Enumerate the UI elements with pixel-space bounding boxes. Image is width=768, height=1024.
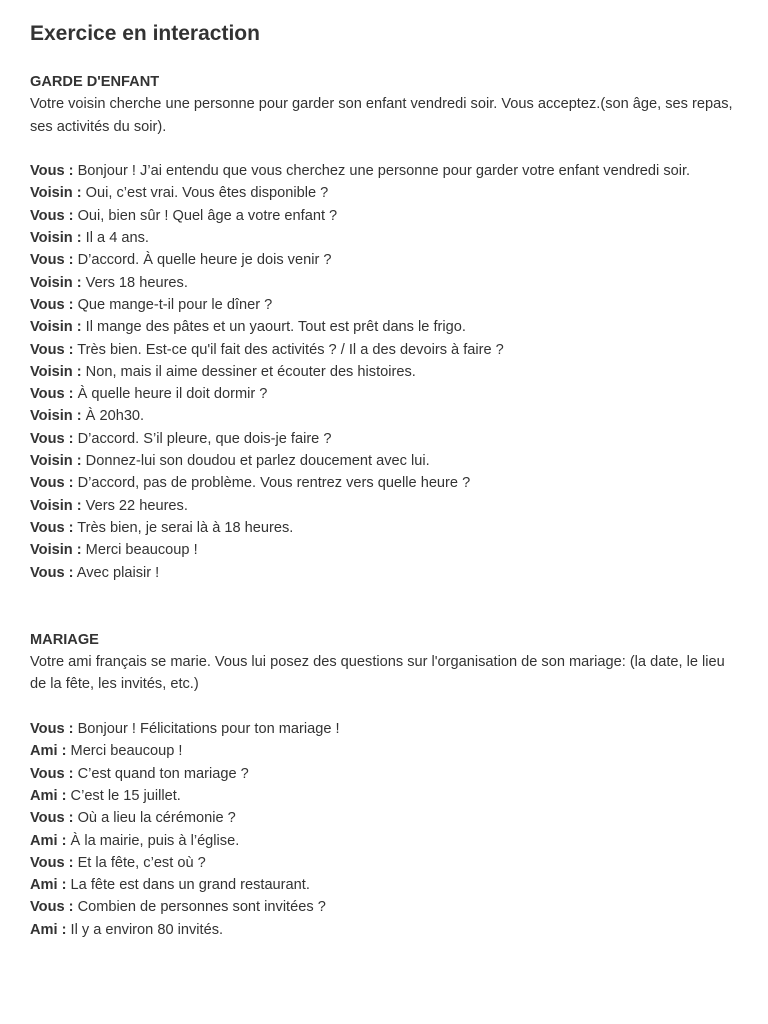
dialogue-line	[30, 517, 738, 539]
utterance-text: Il a 4 ans.	[81, 230, 149, 247]
speaker-label: Voisin :	[30, 363, 82, 380]
dialogue-line	[30, 361, 738, 383]
speaker-label: Vous :	[30, 430, 74, 447]
dialogue-line	[30, 383, 738, 405]
speaker-label: Vous :	[30, 721, 74, 738]
utterance-text: Bonjour ! J’ai entendu que vous cherchez une personne pour garder votre enfant vendredi soir.	[73, 163, 691, 180]
utterance-text: Où a lieu la cérémonie ?	[73, 810, 236, 827]
utterance-text: À la mairie, puis à l’église.	[66, 832, 240, 849]
dialogue-line	[30, 852, 738, 874]
speaker-label: Voisin :	[30, 542, 82, 559]
speaker-label: Ami :	[30, 832, 67, 849]
speaker-label: Vous :	[30, 163, 74, 180]
speaker-label: Vous :	[30, 519, 74, 536]
section-heading: MARIAGE	[30, 631, 99, 648]
utterance-text: Très bien, je serai là à 18 heures.	[73, 519, 294, 536]
utterance-text: Merci beaucoup !	[81, 542, 198, 559]
speaker-label: Ami :	[30, 743, 67, 760]
dialogue-line	[30, 405, 738, 427]
dialogue-line	[30, 874, 738, 896]
dialogue-line	[30, 294, 738, 316]
section-garde-d-enfant	[30, 71, 738, 584]
dialogue-line	[30, 182, 738, 204]
speaker-label: Vous :	[30, 854, 74, 871]
speaker-label: Ami :	[30, 787, 67, 804]
dialogue	[30, 160, 738, 584]
speaker-label: Voisin :	[30, 274, 82, 291]
section-prompt: Votre voisin cherche une personne pour garder son enfant vendredi soir. Vous acceptez.(son âge, ses repas, ses activités du soir).	[30, 96, 733, 135]
utterance-text: D’accord. À quelle heure je dois venir ?	[73, 252, 332, 269]
utterance-text: Il mange des pâtes et un yaourt. Tout est prêt dans le frigo.	[81, 319, 466, 336]
paragraph-gap	[30, 138, 738, 160]
dialogue-line	[30, 249, 738, 271]
dialogue-line	[30, 472, 738, 494]
dialogue-line	[30, 227, 738, 249]
speaker-label: Ami :	[30, 921, 67, 938]
dialogue-line	[30, 830, 738, 852]
speaker-label: Vous :	[30, 899, 74, 916]
utterance-text: À 20h30.	[81, 408, 145, 425]
dialogue-line	[30, 740, 738, 762]
utterance-text: Oui, bien sûr ! Quel âge a votre enfant ?	[73, 207, 338, 224]
utterance-text: Merci beaucoup !	[66, 743, 183, 760]
speaker-label: Ami :	[30, 877, 67, 894]
utterance-text: Il y a environ 80 invités.	[66, 921, 224, 938]
utterance-text: Et la fête, c’est où ?	[73, 854, 206, 871]
speaker-label: Vous :	[30, 810, 74, 827]
speaker-label: Voisin :	[30, 185, 82, 202]
dialogue-line	[30, 272, 738, 294]
speaker-label: Vous :	[30, 296, 74, 313]
utterance-text: Très bien. Est-ce qu'il fait des activités ? / Il a des devoirs à faire ?	[73, 341, 504, 358]
utterance-text: Combien de personnes sont invitées ?	[73, 899, 326, 916]
utterance-text: D’accord, pas de problème. Vous rentrez vers quelle heure ?	[73, 475, 471, 492]
dialogue-line	[30, 316, 738, 338]
dialogue-line	[30, 896, 738, 918]
utterance-text: Non, mais il aime dessiner et écouter des histoires.	[81, 363, 416, 380]
utterance-text: Avec plaisir !	[73, 564, 160, 581]
utterance-text: Vers 18 heures.	[81, 274, 188, 291]
dialogue-line	[30, 562, 738, 584]
dialogue-line	[30, 807, 738, 829]
speaker-label: Voisin :	[30, 453, 82, 470]
speaker-label: Vous :	[30, 207, 74, 224]
utterance-text: Vers 22 heures.	[81, 497, 188, 514]
utterance-text: La fête est dans un grand restaurant.	[66, 877, 310, 894]
utterance-text: D’accord. S’il pleure, que dois-je faire ?	[73, 430, 332, 447]
speaker-label: Vous :	[30, 341, 74, 358]
speaker-label: Voisin :	[30, 497, 82, 514]
utterance-text: C’est quand ton mariage ?	[73, 765, 249, 782]
dialogue-line	[30, 495, 738, 517]
dialogue-line	[30, 718, 738, 740]
paragraph-gap	[30, 696, 738, 718]
dialogue-line	[30, 539, 738, 561]
utterance-text: Bonjour ! Félicitations pour ton mariage !	[73, 721, 340, 738]
utterance-text: À quelle heure il doit dormir ?	[73, 386, 268, 403]
speaker-label: Voisin :	[30, 319, 82, 336]
dialogue-line	[30, 339, 738, 361]
utterance-text: Donnez-lui son doudou et parlez doucement avec lui.	[81, 453, 430, 470]
dialogue-line	[30, 763, 738, 785]
speaker-label: Voisin :	[30, 230, 82, 247]
speaker-label: Vous :	[30, 252, 74, 269]
section-heading: GARDE D'ENFANT	[30, 74, 160, 90]
utterance-text: Oui, c’est vrai. Vous êtes disponible ?	[81, 185, 329, 202]
utterance-text: C’est le 15 juillet.	[66, 787, 181, 804]
dialogue-line	[30, 205, 738, 227]
speaker-label: Vous :	[30, 475, 74, 492]
dialogue-line	[30, 919, 738, 941]
page-title: Exercice en interaction	[30, 22, 260, 45]
utterance-text: Que mange-t-il pour le dîner ?	[73, 296, 273, 313]
dialogue	[30, 718, 738, 941]
section-mariage	[30, 629, 738, 941]
dialogue-line	[30, 450, 738, 472]
dialogue-line	[30, 785, 738, 807]
dialogue-line	[30, 428, 738, 450]
speaker-label: Vous :	[30, 386, 74, 403]
speaker-label: Vous :	[30, 765, 74, 782]
speaker-label: Voisin :	[30, 408, 82, 425]
speaker-label: Vous :	[30, 564, 74, 581]
dialogue-line	[30, 160, 738, 182]
section-prompt: Votre ami français se marie. Vous lui posez des questions sur l'organisation de son mariage: (la date, le lieu de la fête, les invités, etc.)	[30, 654, 725, 693]
